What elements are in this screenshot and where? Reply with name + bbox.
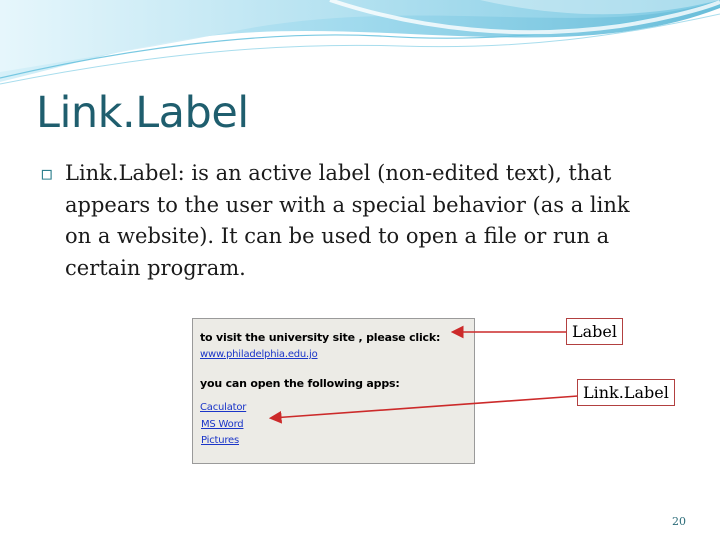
bullet-paragraph bbox=[40, 158, 680, 284]
example-form-window bbox=[192, 318, 475, 464]
pictures-link[interactable]: Pictures bbox=[201, 435, 239, 446]
ms-word-link[interactable]: MS Word bbox=[201, 419, 244, 430]
bullet-icon: ▫ bbox=[40, 161, 54, 185]
paragraph-line-4: certain program. bbox=[65, 255, 246, 280]
paragraph-line-3: on a website). It can be used to open a file or run a bbox=[65, 224, 610, 248]
calculator-link[interactable]: Caculator bbox=[200, 402, 247, 413]
slide-title: Link.Label bbox=[36, 88, 249, 138]
university-site-link[interactable]: www.philadelphia.edu.jo bbox=[200, 349, 318, 360]
paragraph-term: Link.Label: bbox=[65, 161, 185, 185]
paragraph-text: is an active label (non-edited text), that bbox=[184, 161, 612, 185]
page-number: 20 bbox=[672, 515, 686, 528]
label-callout: Label bbox=[566, 318, 623, 345]
paragraph-line-1 bbox=[40, 158, 680, 190]
linklabel-callout: Link.Label bbox=[577, 379, 675, 406]
header-wave-decoration bbox=[0, 0, 720, 95]
visit-site-label: to visit the university site , please click: bbox=[200, 331, 441, 344]
apps-label: you can open the following apps: bbox=[200, 377, 400, 390]
paragraph-line-2: appears to the user with a special behavior (as a link bbox=[65, 192, 630, 217]
